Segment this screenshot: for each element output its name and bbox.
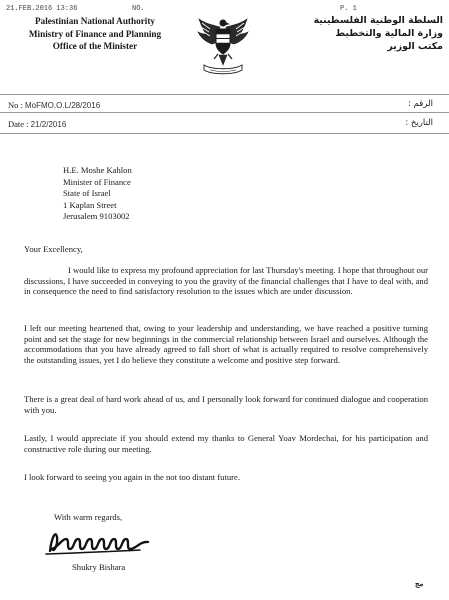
signature-image — [44, 527, 172, 557]
reference-date-label-ar: التاريخ : — [405, 118, 433, 128]
body-paragraph-4: Lastly, I would appreciate if you should extend my thanks to General Yoav Mordechai, for his participation and constructive role during our meeting. — [24, 433, 428, 454]
letterhead-office: Office of the Minister — [52, 41, 138, 51]
letterhead-ministry-ar: وزارة المالية والتخطيط — [335, 28, 443, 39]
letterhead-authority-ar: السلطة الوطنية الفلسطينية — [313, 15, 443, 26]
reference-date — [8, 119, 66, 129]
recipient-street: 1 Kaplan Street — [63, 199, 117, 210]
recipient-name: H.E. Moshe Kahlon — [63, 165, 132, 175]
body-paragraph-2: I left our meeting heartened that, owing to your leadership and understanding, we have reached a positive turning point and set the stage for new beginnings in the commercial relationship between Israel and ourselves. Although the accommodations that you have already agreed to fall short of what is actually required to resolve comprehensively the outstanding issues, yet I do believe they constitute a welcome and positive step forward. — [24, 323, 428, 365]
signatory-name: Shukry Bishara — [72, 562, 126, 572]
recipient-state: State of Israel — [63, 188, 111, 199]
fax-number-label: NO. — [132, 5, 145, 13]
fax-page-number: P. 1 — [340, 5, 357, 13]
reference-date-value: 21/2/2016 — [30, 120, 67, 129]
divider — [0, 94, 449, 95]
recipient-address — [63, 165, 132, 223]
page-mark: مج — [415, 581, 424, 588]
body-paragraph-5: I look forward to seeing you again in the not too distant future. — [24, 472, 240, 482]
eagle-emblem-icon — [196, 15, 250, 77]
letterhead-arabic — [288, 14, 443, 53]
letterhead-authority: Palestinian National Authority — [35, 16, 155, 26]
letterhead-ministry: Ministry of Finance and Planning — [28, 28, 162, 39]
letterhead-office-ar: مكتب الوزير — [387, 41, 443, 52]
letterhead-english — [4, 15, 186, 53]
reference-number-label-ar: الرقم : — [408, 99, 433, 109]
reference-date-label: Date : — [8, 119, 29, 129]
body-paragraph-3: There is a great deal of hard work ahead of us, and I personally look forward for continued dialogue and cooperation with you. — [24, 394, 428, 415]
recipient-title: Minister of Finance — [63, 176, 131, 187]
divider — [0, 112, 449, 113]
closing-regards: With warm regards, — [54, 512, 123, 522]
salutation: Your Excellency, — [24, 244, 83, 254]
reference-number-value: MoFMO.O.L/28/2016 — [25, 101, 101, 110]
divider — [0, 133, 449, 134]
reference-number — [8, 100, 100, 110]
body-paragraph-1: I would like to express my profound appreciation for last Thursday's meeting. I hope that throughout our discussions, I have succeeded in conveying to you the gravity of the financial challenges that I have to deal with, and in consequence the need to find satisfactory resolution to the issues which are under discussion. — [24, 265, 428, 297]
fax-timestamp: 21.FEB.2016 13:36 — [6, 5, 78, 13]
reference-number-label: No : — [8, 100, 23, 110]
recipient-city: Jerusalem 9103002 — [63, 211, 130, 222]
